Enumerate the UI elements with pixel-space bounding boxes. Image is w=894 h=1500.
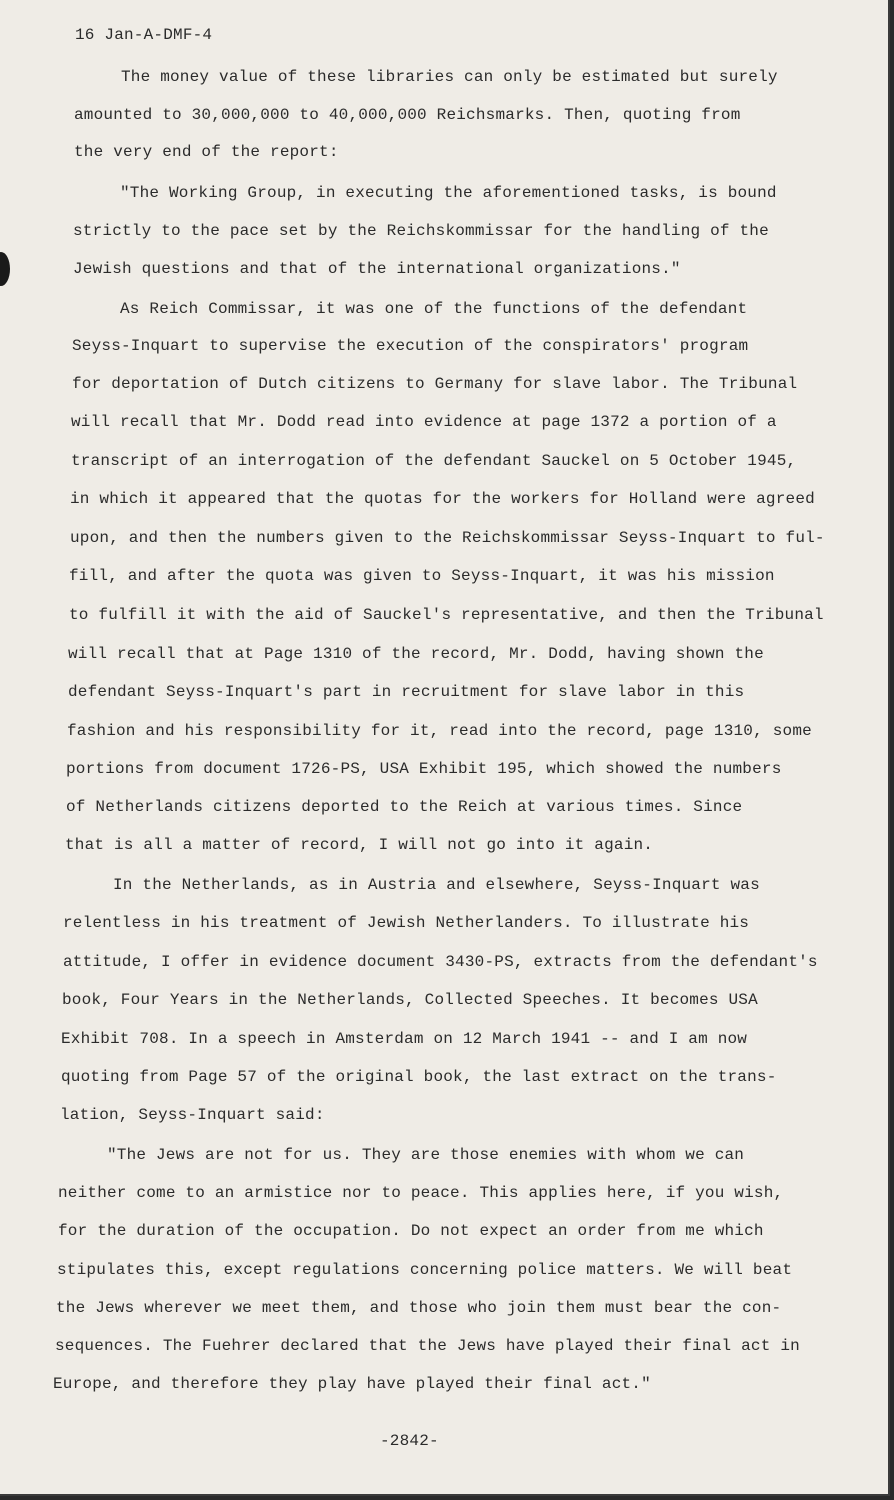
text-line: upon, and then the numbers given to the Reichskommissar Seyss-Inquart to ful- <box>70 529 825 547</box>
text-line: defendant Seyss-Inquart's part in recruitment for slave labor in this <box>68 683 745 701</box>
text-line: portions from document 1726-PS, USA Exhibit 195, which showed the numbers <box>66 760 782 778</box>
text-line: fashion and his responsibility for it, read into the record, page 1310, some <box>67 722 812 740</box>
text-line: The money value of these libraries can only be estimated but surely <box>121 68 778 86</box>
text-line: book, Four Years in the Netherlands, Collected Speeches. It becomes USA <box>62 991 758 1009</box>
page-header: 16 Jan-A-DMF-4 <box>75 26 213 44</box>
text-line: quoting from Page 57 of the original book, the last extract on the trans- <box>61 1068 777 1086</box>
text-line: As Reich Commissar, it was one of the functions of the defendant <box>120 300 748 318</box>
text-line: In the Netherlands, as in Austria and elsewhere, Seyss-Inquart was <box>113 876 760 894</box>
text-line: for deportation of Dutch citizens to Germany for slave labor. The Tribunal <box>72 375 798 393</box>
text-line: to fulfill it with the aid of Sauckel's representative, and then the Tribunal <box>69 606 824 624</box>
text-line: "The Working Group, in executing the aforementioned tasks, is bound <box>120 184 777 202</box>
text-line: the very end of the report: <box>74 143 339 161</box>
text-line: amounted to 30,000,000 to 40,000,000 Reichsmarks. Then, quoting from <box>74 106 741 124</box>
text-line: "The Jews are not for us. They are those enemies with whom we can <box>107 1146 745 1164</box>
text-line: will recall that Mr. Dodd read into evidence at page 1372 a portion of a <box>71 413 777 431</box>
text-line: that is all a matter of record, I will not go into it again. <box>65 836 654 854</box>
text-line: in which it appeared that the quotas for the workers for Holland were agreed <box>70 490 815 508</box>
text-line: will recall that at Page 1310 of the record, Mr. Dodd, having shown the <box>68 645 764 663</box>
text-line: sequences. The Fuehrer declared that the Jews have played their final act in <box>55 1337 800 1355</box>
text-line: relentless in his treatment of Jewish Netherlanders. To illustrate his <box>63 914 750 932</box>
text-line: attitude, I offer in evidence document 3430-PS, extracts from the defendant's <box>63 953 818 971</box>
text-line: for the duration of the occupation. Do not expect an order from me which <box>58 1222 764 1240</box>
page-number: -2842- <box>380 1432 439 1450</box>
text-line: transcript of an interrogation of the defendant Sauckel on 5 October 1945, <box>71 452 797 470</box>
text-line: lation, Seyss-Inquart said: <box>60 1106 325 1124</box>
text-line: the Jews wherever we meet them, and those who join them must bear the con- <box>56 1299 782 1317</box>
text-line: fill, and after the quota was given to Seyss-Inquart, it was his mission <box>69 567 775 585</box>
text-line: strictly to the pace set by the Reichskommissar for the handling of the <box>73 222 769 240</box>
text-line: Seyss-Inquart to supervise the execution of the conspirators' program <box>72 337 749 355</box>
text-line: Exhibit 708. In a speech in Amsterdam on 12 March 1941 -- and I am now <box>61 1030 748 1048</box>
text-line: of Netherlands citizens deported to the Reich at various times. Since <box>66 798 743 816</box>
text-line: neither come to an armistice nor to peace. This applies here, if you wish, <box>58 1184 784 1202</box>
punch-hole <box>0 252 10 286</box>
text-line: stipulates this, except regulations concerning police matters. We will beat <box>57 1261 793 1279</box>
text-line: Jewish questions and that of the international organizations." <box>73 260 681 278</box>
text-line: Europe, and therefore they play have played their final act." <box>53 1375 651 1393</box>
